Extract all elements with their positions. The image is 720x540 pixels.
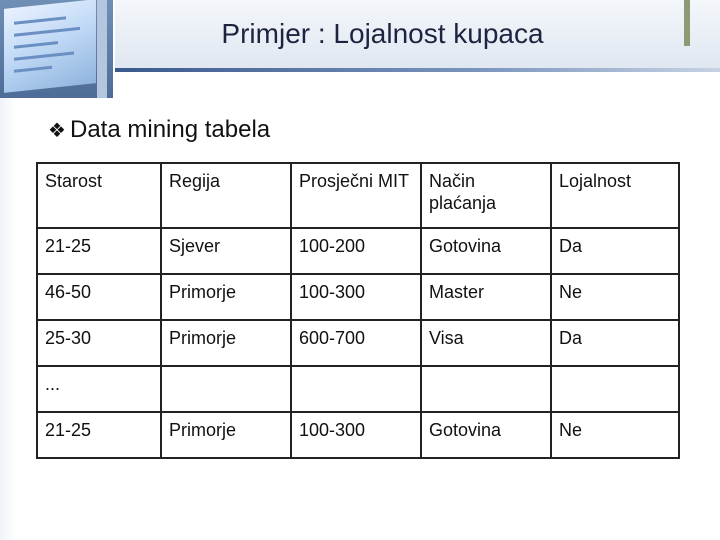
table-cell: 100-300 [291,274,421,320]
monitor-stand [97,0,107,98]
monitor-logo-image [0,0,113,98]
screen-line [14,16,66,24]
table-cell: 100-200 [291,228,421,274]
table-cell: ... [37,366,161,412]
table-cell: Gotovina [421,228,551,274]
table-row [37,412,679,458]
table-cell: Visa [421,320,551,366]
table-cell: Sjever [161,228,291,274]
table-cell [551,366,679,412]
diamond-bullet-icon: ❖ [48,120,66,142]
left-decor-strip [0,98,16,540]
table-cell: Ne [551,412,679,458]
table-cell [421,366,551,412]
screen-line [14,51,74,60]
bullet-text: Data mining tabela [70,116,271,143]
table-cell: Primorje [161,320,291,366]
table-cell [161,366,291,412]
table-cell: 25-30 [37,320,161,366]
table-cell: Primorje [161,412,291,458]
table-header-row [37,163,679,228]
table-row [37,228,679,274]
table-row [37,366,679,412]
header-cell: Regija [161,163,291,228]
header-cell: Prosječni MIT [291,163,421,228]
data-table [36,162,680,459]
screen-line [14,66,52,73]
header-cell: Način plaćanja [421,163,551,228]
slide-title: Primjer : Lojalnost kupaca [221,18,544,49]
table-cell [291,366,421,412]
table-cell: 100-300 [291,412,421,458]
table-cell: 46-50 [37,274,161,320]
table-cell: Ne [551,274,679,320]
title-accent-bar [684,0,690,46]
header-cell: Starost [37,163,161,228]
table-cell: Primorje [161,274,291,320]
screen-line [14,27,80,37]
table-cell: Master [421,274,551,320]
table-cell: 600-700 [291,320,421,366]
screen-line [14,41,58,49]
table-row [37,320,679,366]
screen-graphic [4,0,96,93]
table-cell: Da [551,228,679,274]
table-cell: 21-25 [37,412,161,458]
table-cell: Gotovina [421,412,551,458]
table-row [37,274,679,320]
header-cell: Lojalnost [551,163,679,228]
table-cell: 21-25 [37,228,161,274]
table-cell: Da [551,320,679,366]
bullet-item [48,116,270,144]
